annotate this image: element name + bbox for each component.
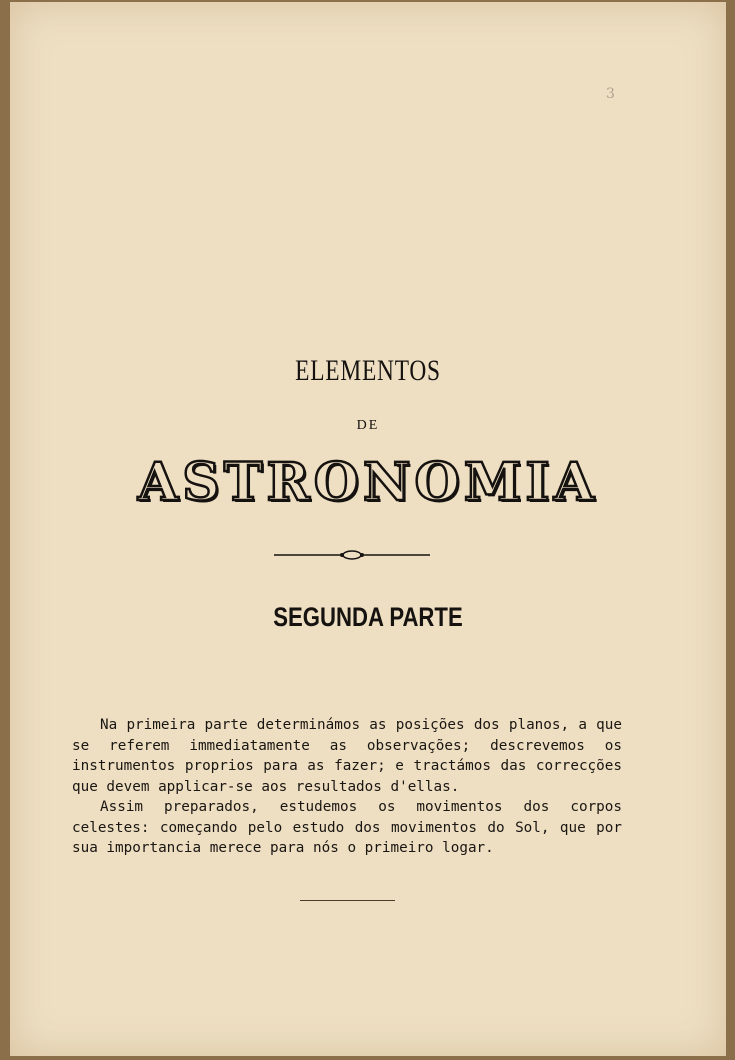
body-paragraph-2	[72, 797, 622, 859]
book-title-line3: ASTRONOMIA	[137, 452, 599, 513]
book-page	[10, 2, 726, 1056]
section-heading: SEGUNDA PARTE	[273, 602, 463, 632]
footer-rule	[300, 900, 395, 901]
book-title-line1: ELEMENTOS	[295, 354, 441, 387]
bleed-through-text	[65, 82, 625, 240]
bleed-page-number: 3	[606, 86, 615, 102]
book-title-line2: DE	[356, 418, 380, 433]
body-paragraph-1	[72, 715, 622, 797]
paragraph-1-text: Na primeira parte determinámos as posições dos planos, a que se referem immediatamente as observações; descrevemos os instrumentos proprios para as fazer; e tractámos das correcções que devem applicar-se aos resultados d'ellas.	[72, 717, 622, 795]
paragraph-2-text: Assim preparados, estudemos os movimentos dos corpos celestes: começando pelo estudo dos movimentos do Sol, que por sua importancia merece para nós o primeiro logar.	[72, 799, 622, 856]
ornament-divider	[272, 548, 432, 562]
